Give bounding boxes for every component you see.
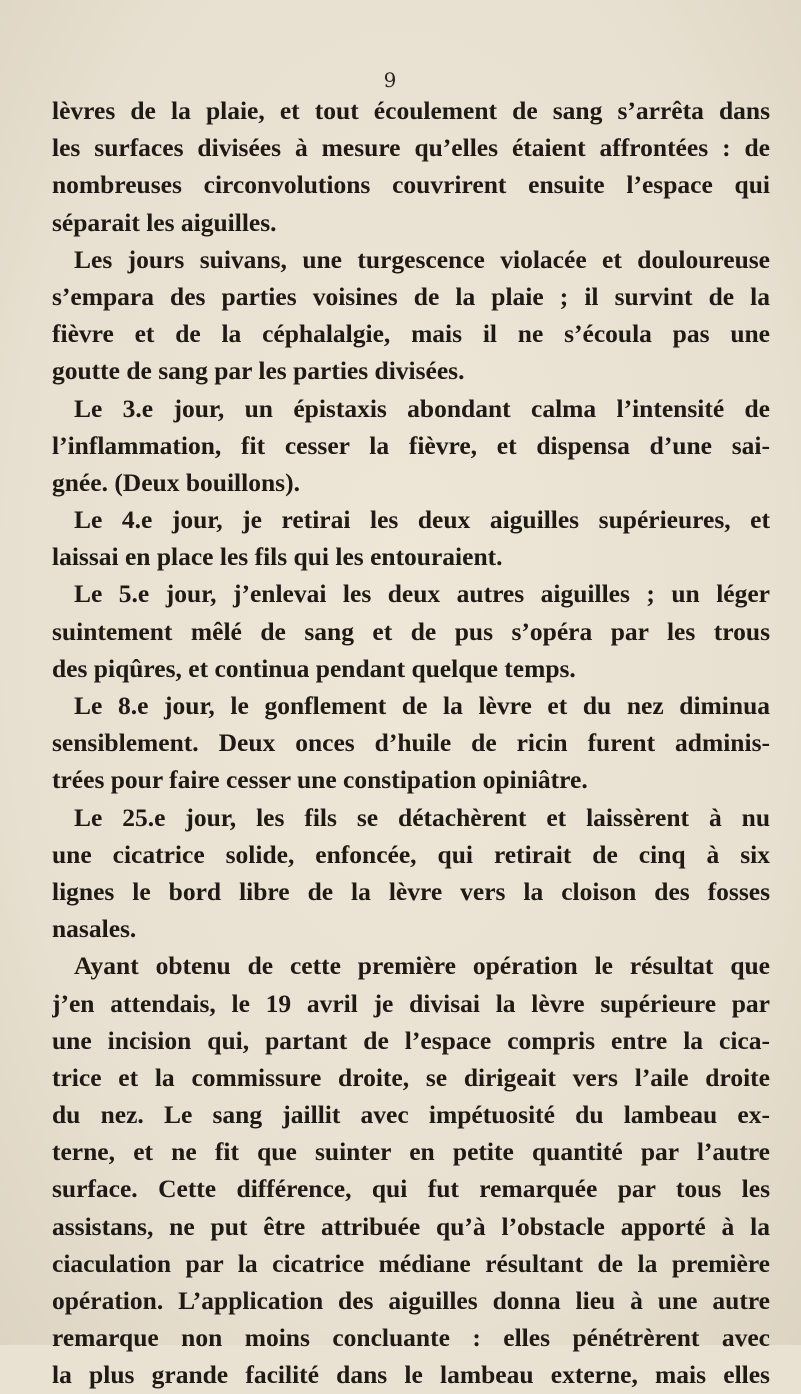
- text-line: suintement mêlé de sang et de pus s’opéra par les trous: [52, 616, 770, 646]
- body-text: [52, 92, 770, 1394]
- text-line: s’empara des parties voisines de la plaie ; il survint de la: [52, 281, 770, 311]
- text-line: des piqûres, et continua pendant quelque temps.: [52, 653, 576, 683]
- page-number: 9: [383, 68, 397, 92]
- text-line: Le 8.e jour, le gonflement de la lèvre et du nez diminua: [74, 691, 770, 720]
- text-line: j’en attendais, le 19 avril je divisai la lèvre supérieure par: [52, 988, 770, 1018]
- text-line: nombreuses circonvolutions couvrirent ensuite l’espace qui: [52, 170, 770, 200]
- text-line: gnée. (Deux bouillons).: [52, 467, 300, 497]
- text-line: trées pour faire cesser une constipation opiniâtre.: [52, 765, 588, 795]
- text-line: Le 5.e jour, j’enlevai les deux autres aiguilles ; un léger: [74, 579, 770, 609]
- text-line: Le 4.e jour, je retirai les deux aiguilles supérieures, et: [74, 505, 770, 535]
- text-line: Ayant obtenu de cette première opération le résultat que: [74, 951, 770, 981]
- text-line: sensiblement. Deux onces d’huile de ricin furent adminis-: [52, 728, 770, 758]
- text-line: assistans, ne put être attribuée qu’à l’obstacle apporté à la: [52, 1211, 770, 1241]
- text-line: opération. L’application des aiguilles donna lieu à une autre: [52, 1286, 770, 1315]
- text-line: du nez. Le sang jaillit avec impétuosité du lambeau ex-: [52, 1100, 770, 1130]
- text-line: Les jours suivans, une turgescence violacée et douloureuse: [74, 244, 770, 274]
- text-line: Le 25.e jour, les fils se détachèrent et laissèrent à nu: [74, 802, 770, 832]
- text-line: ciaculation par la cicatrice médiane résultant de la première: [52, 1248, 770, 1278]
- text-line: Le 3.e jour, un épistaxis abondant calma l’intensité de: [74, 393, 770, 423]
- text-line: une cicatrice solide, enfoncée, qui retirait de cinq à six: [52, 839, 770, 869]
- text-line: les surfaces divisées à mesure qu’elles étaient affrontées : de: [52, 133, 770, 163]
- text-line: séparait les aiguilles.: [52, 207, 277, 237]
- text-line: goutte de sang par les parties divisées.: [52, 356, 465, 386]
- text-line: trice et la commissure droite, se dirigeait vers l’aile droite: [52, 1062, 770, 1092]
- text-line: lèvres de la plaie, et tout écoulement de sang s’arrêta dans: [52, 96, 770, 125]
- text-line: lignes le bord libre de la lèvre vers la cloison des fosses: [52, 876, 770, 906]
- text-line: la plus grande facilité dans le lambeau externe, mais elles: [52, 1360, 770, 1390]
- text-line: laissai en place les fils qui les entouraient.: [52, 542, 503, 572]
- text-line: nasales.: [52, 914, 137, 944]
- text-line: l’inflammation, fit cesser la fièvre, et dispensa d’une sai-: [52, 430, 770, 460]
- text-line: surface. Cette différence, qui fut remarquée par tous les: [52, 1174, 770, 1204]
- text-line: remarque non moins concluante : elles pénétrèrent avec: [52, 1323, 770, 1353]
- text-line: terne, et ne fit que suinter en petite quantité par l’autre: [52, 1137, 770, 1167]
- text-line: une incision qui, partant de l’espace compris entre la cica-: [52, 1025, 770, 1055]
- text-line: fièvre et de la céphalalgie, mais il ne s’écoula pas une: [52, 319, 770, 349]
